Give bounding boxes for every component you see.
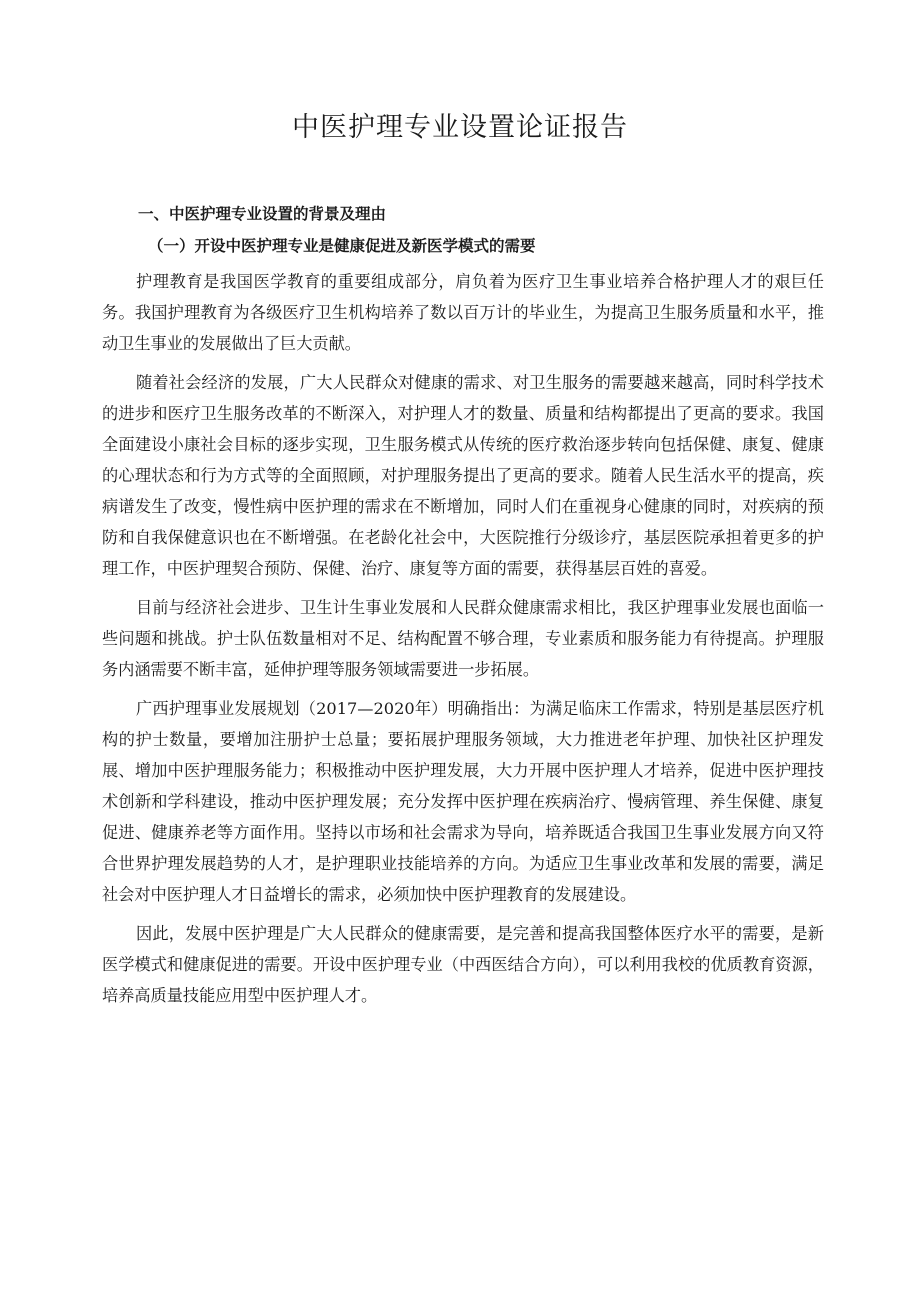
paragraph-3: 目前与经济社会进步、卫生计生事业发展和人民群众健康需求相比，我区护理事业发展也面临一些问题和挑战。护士队伍数量相对不足、结构配置不够合理，专业素质和服务能力有待提高。护理服务内涵需要不断丰富，延伸护理等服务领域需要进一步拓展。 <box>102 598 824 679</box>
subsection-heading: （一）开设中医护理专业是健康促进及新医学模式的需要 <box>148 237 536 255</box>
paragraph-2: 随着社会经济的发展，广大人民群众对健康的需求、对卫生服务的需要越来越高，同时科学技术的进步和医疗卫生服务改革的不断深入，对护理人才的数量、质量和结构都提出了更高的要求。我国全面建设小康社会目标的逐步实现，卫生服务模式从传统的医疗救治逐步转向包括保健、康复、健康的心理状态和行为方式等的全面照顾，对护理服务提出了更高的要求。随着人民生活水平的提高，疾病谱发生了改变，慢性病中医护理的需求在不断增加，同时人们在重视身心健康的同时，对疾病的预防和自我保健意识也在不断增强。在老龄化社会中，大医院推行分级诊疗，基层医院承担着更多的护理工作，中医护理契合预防、保健、治疗、康复等方面的需要，获得基层百姓的喜爱。 <box>102 373 824 578</box>
document-title: 中医护理专业设置论证报告 <box>292 112 628 143</box>
paragraph-4: 广西护理事业发展规划（2017—2020年）明确指出：为满足临床工作需求，特别是基层医疗机构的护士数量，要增加注册护士总量；要拓展护理服务领域，大力推进老年护理、加快社区护理发展、增加中医护理服务能力；积极推动中医护理发展，大力开展中医护理人才培养，促进中医护理技术创新和学科建设，推动中医护理发展；充分发挥中医护理在疾病治疗、慢病管理、养生保健、康复促进、健康养老等方面作用。坚持以市场和社会需求为导向，培养既适合我国卫生事业发展方向又符合世界护理发展趋势的人才，是护理职业技能培养的方向。为适应卫生事业改革和发展的需要，满足社会对中医护理人才日益增长的需求，必须加快中医护理教育的发展建设。 <box>102 699 824 904</box>
paragraph-5: 因此，发展中医护理是广大人民群众的健康需要，是完善和提高我国整体医疗水平的需要，是新医学模式和健康促进的需要。开设中医护理专业（中西医结合方向），可以利用我校的优质教育资源，培养高质量技能应用型中医护理人才。 <box>102 924 824 1005</box>
paragraph-1: 护理教育是我国医学教育的重要组成部分，肩负着为医疗卫生事业培养合格护理人才的艰巨任务。我国护理教育为各级医疗卫生机构培养了数以百万计的毕业生，为提高卫生服务质量和水平，推动卫生事业的发展做出了巨大贡献。 <box>102 272 824 353</box>
document-body <box>102 200 824 1019</box>
section-heading: 一、中医护理专业设置的背景及理由 <box>138 205 387 223</box>
